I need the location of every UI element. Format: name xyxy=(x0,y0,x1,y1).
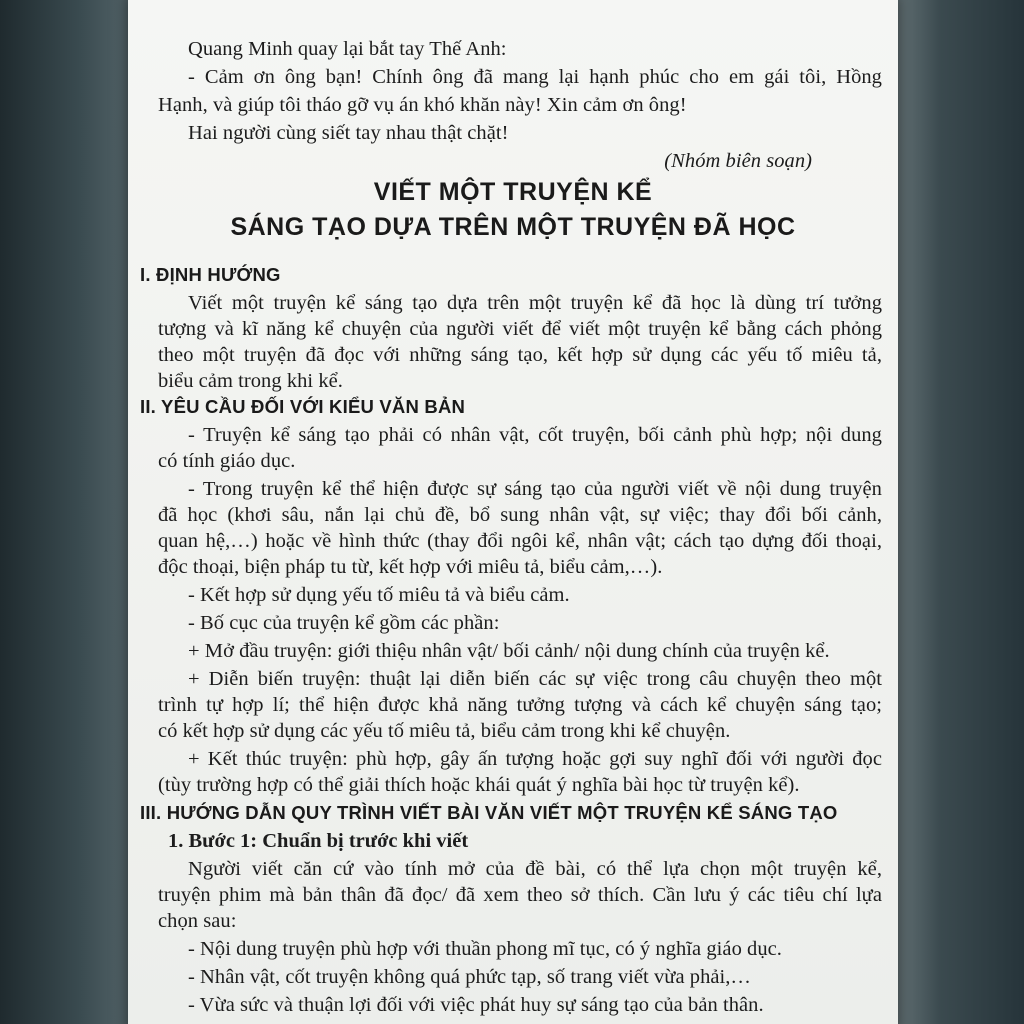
background-right xyxy=(884,0,1024,1024)
intro-line: Hai người cùng siết tay nhau thật chặt! xyxy=(188,122,509,144)
paragraph-line: - Bố cục của truyện kể gồm các phần: xyxy=(188,612,500,634)
section-heading: II. YÊU CẦU ĐỐI VỚI KIỂU VĂN BẢN xyxy=(140,396,466,417)
paragraph-line: Viết một truyện kể sáng tạo dựa trên một truyện kể đã học là dùng trí tưởng xyxy=(188,292,882,314)
paragraph-line: trình tự hợp lí; thể hiện được khả năng tưởng tượng và cách kể chuyện sáng tạo; xyxy=(158,694,882,716)
paragraph-line: - Nhân vật, cốt truyện không quá phức tạp, số trang viết vừa phải,… xyxy=(188,966,751,988)
intro-line: - Cảm ơn ông bạn! Chính ông đã mang lại hạnh phúc cho em gái tôi, Hồng xyxy=(188,66,882,88)
paragraph-line: theo một truyện đã đọc với những sáng tạo, kết hợp sử dụng các yếu tố miêu tả, xyxy=(158,344,882,366)
paragraph-line: - Truyện kể sáng tạo phải có nhân vật, cốt truyện, bối cảnh phù hợp; nội dung xyxy=(188,424,882,446)
paragraph-line: - Kết hợp sử dụng yếu tố miêu tả và biểu cảm. xyxy=(188,584,570,606)
paragraph-line: quan hệ,…) hoặc về hình thức (thay đổi ngôi kể, nhân vật; cách tạo dựng đối thoại, xyxy=(158,530,882,552)
paragraph-line: tượng và kĩ năng kể chuyện của người viết để viết một truyện kể bằng cách phỏng xyxy=(158,318,882,340)
section-heading: I. ĐỊNH HƯỚNG xyxy=(140,264,281,285)
intro-line: Hạnh, và giúp tôi tháo gỡ vụ án khó khăn này! Xin cảm ơn ông! xyxy=(158,94,687,116)
paragraph-line: - Vừa sức và thuận lợi đối với việc phát huy sự sáng tạo của bản thân. xyxy=(188,994,764,1016)
paragraph-line: chọn sau: xyxy=(158,910,237,932)
step-heading: 1. Bước 1: Chuẩn bị trước khi viết xyxy=(168,830,469,852)
page-subtitle: SÁNG TẠO DỰA TRÊN MỘT TRUYỆN ĐÃ HỌC xyxy=(230,213,796,241)
background-left xyxy=(0,0,134,1024)
paragraph-line: + Kết thúc truyện: phù hợp, gây ấn tượng hoặc gợi suy nghĩ đối với người đọc xyxy=(188,748,882,770)
paragraph-line: có kết hợp sử dụng các yếu tố miêu tả, biểu cảm trong khi kể chuyện. xyxy=(158,720,731,742)
paragraph-line: (tùy trường hợp có thể giải thích hoặc khái quát ý nghĩa bài học từ truyện kể). xyxy=(158,774,800,796)
section-heading: III. HƯỚNG DẪN QUY TRÌNH VIẾT BÀI VĂN VIẾT MỘT TRUYỆN KỂ SÁNG TẠO xyxy=(140,802,838,823)
paragraph-line: độc thoại, biện pháp tu từ, kết hợp với miêu tả, biểu cảm,…). xyxy=(158,556,663,578)
intro-line: Quang Minh quay lại bắt tay Thế Anh: xyxy=(188,38,507,60)
paragraph-line: truyện phim mà bản thân đã đọc/ đã xem theo sở thích. Cần lưu ý các tiêu chí lựa xyxy=(158,884,882,906)
attribution: (Nhóm biên soạn) xyxy=(664,150,812,172)
paragraph-line: - Nội dung truyện phù hợp với thuần phong mĩ tục, có ý nghĩa giáo dục. xyxy=(188,938,782,960)
paragraph-line: - Trong truyện kể thể hiện được sự sáng tạo của người viết về nội dung truyện xyxy=(188,478,882,500)
paragraph-line: có tính giáo dục. xyxy=(158,450,296,472)
paragraph-line: + Mở đầu truyện: giới thiệu nhân vật/ bối cảnh/ nội dung chính của truyện kể. xyxy=(188,640,830,662)
paragraph-line: Người viết căn cứ vào tính mở của đề bài, có thể lựa chọn một truyện kể, xyxy=(188,858,882,880)
book-page xyxy=(128,0,898,1024)
paragraph-line: biểu cảm trong khi kể. xyxy=(158,370,343,392)
paragraph-line: + Diễn biến truyện: thuật lại diễn biến các sự việc trong câu chuyện theo một xyxy=(188,668,882,690)
paragraph-line: đã học (khơi sâu, nắn lại chủ đề, bổ sung nhân vật, sự việc; thay đổi bối cảnh, xyxy=(158,504,882,526)
page-title: VIẾT MỘT TRUYỆN KỂ xyxy=(373,178,653,206)
